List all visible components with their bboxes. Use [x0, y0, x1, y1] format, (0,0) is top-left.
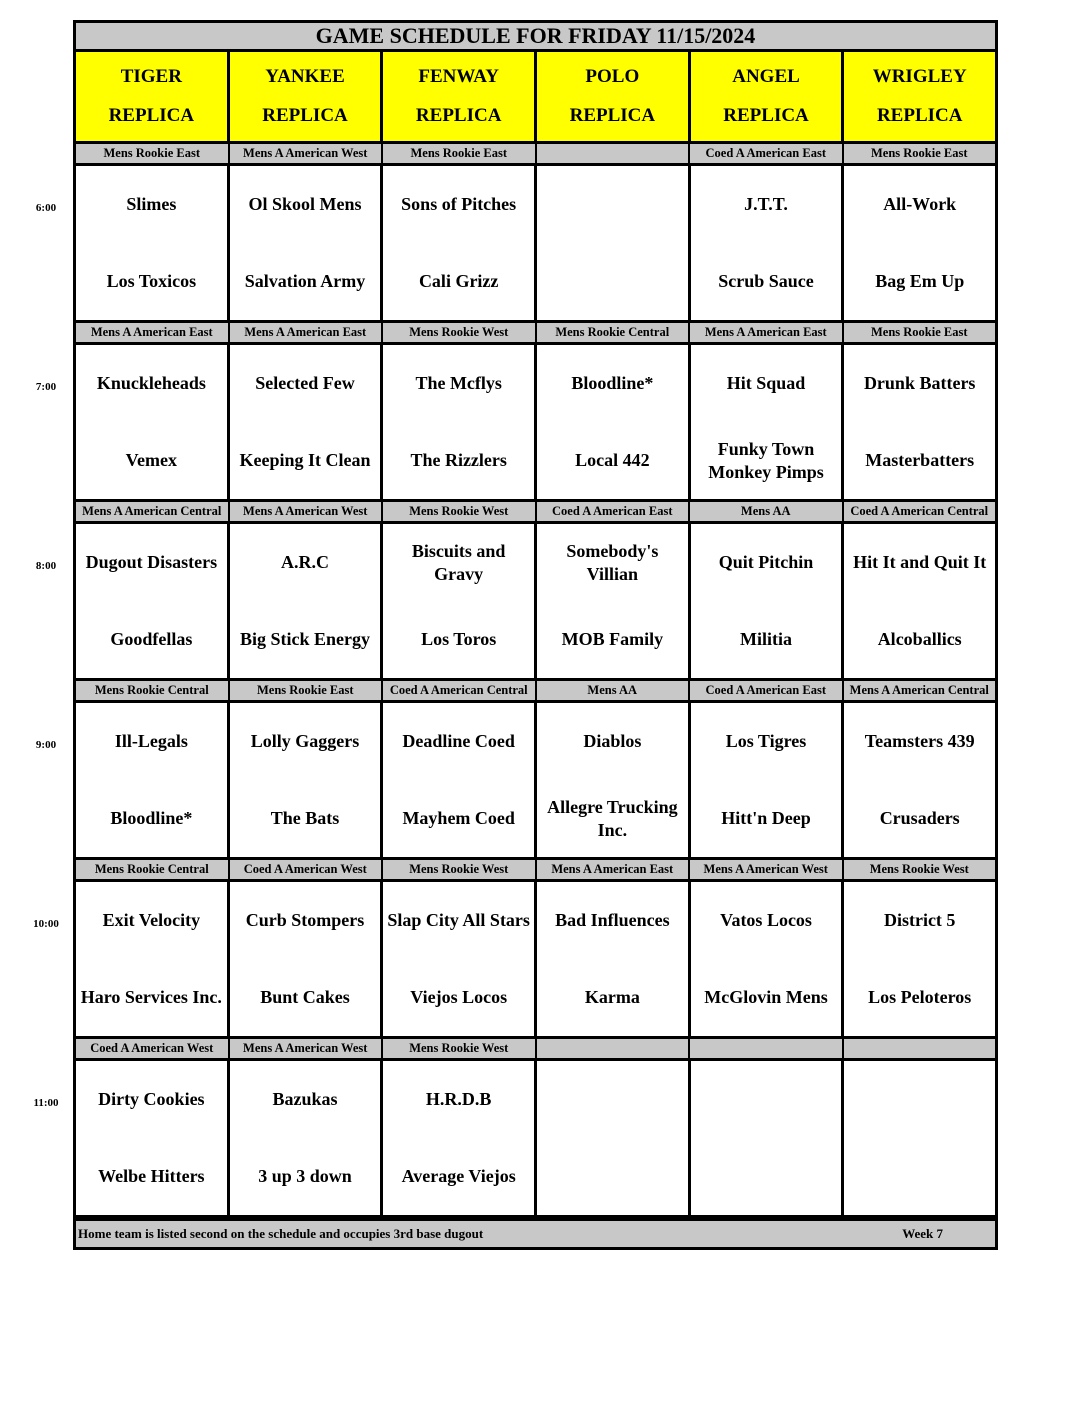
- time-slot-block: [35, 681, 998, 860]
- away-team: Vatos Locos: [720, 910, 812, 930]
- home-team: Vemex: [125, 450, 177, 470]
- game-cell: [691, 166, 845, 320]
- away-team: Selected Few: [255, 373, 355, 393]
- game-cell: [230, 524, 384, 678]
- home-team: [844, 1138, 995, 1215]
- away-team: Quit Pitchin: [718, 552, 814, 572]
- field-subtitle: REPLICA: [569, 104, 656, 126]
- field-name: YANKEE: [265, 66, 345, 88]
- game-cell: [537, 345, 691, 499]
- division-label: Mens A American East: [690, 323, 844, 342]
- game-cell: [230, 703, 384, 857]
- away-team: Teamsters 439: [864, 731, 975, 751]
- away-team: H.R.D.B: [425, 1089, 492, 1109]
- home-team: Masterbatters: [865, 450, 975, 470]
- home-team: Los Toxicos: [106, 271, 197, 291]
- field-header-yankee: [230, 52, 384, 141]
- home-team: Alcoballics: [877, 629, 962, 649]
- game-cell: [537, 703, 691, 857]
- game-cell: [76, 882, 230, 1036]
- away-team: Hit It and Quit It: [853, 552, 987, 572]
- field-header-polo: [537, 52, 691, 141]
- division-label: Mens Rookie West: [383, 1039, 537, 1058]
- home-team: Funky Town Monkey Pimps: [708, 438, 824, 482]
- home-team: Haro Services Inc.: [80, 987, 222, 1007]
- field-name: ANGEL: [732, 66, 800, 88]
- game-cell: [76, 1061, 230, 1215]
- division-label: Mens Rookie East: [230, 681, 384, 700]
- game-cell: [76, 345, 230, 499]
- week-label: Week 7: [902, 1226, 943, 1241]
- division-label: Mens AA: [537, 681, 691, 700]
- home-team: Average Viejos: [401, 1166, 516, 1186]
- home-team: Allegre Trucking Inc.: [547, 796, 678, 840]
- division-label: [537, 1039, 691, 1058]
- game-cell: [383, 345, 537, 499]
- field-header-angel: [691, 52, 845, 141]
- division-row: [73, 144, 998, 166]
- field-subtitle: REPLICA: [108, 104, 195, 126]
- game-row: [73, 703, 998, 860]
- game-row: [73, 882, 998, 1039]
- division-label: Coed A American East: [537, 502, 691, 521]
- division-label: Mens A American East: [537, 860, 691, 879]
- division-row: [73, 502, 998, 524]
- away-team: Bloodline*: [571, 373, 654, 393]
- division-label: Mens A American Central: [76, 502, 230, 521]
- home-team: [537, 243, 688, 320]
- game-cell: [691, 524, 845, 678]
- away-team: Drunk Batters: [863, 373, 976, 393]
- game-row: [73, 166, 998, 323]
- division-label: Mens Rookie West: [869, 862, 969, 876]
- home-team: MOB Family: [561, 629, 664, 649]
- home-team: Viejos Locos: [410, 987, 508, 1007]
- away-team: J.T.T.: [744, 194, 788, 214]
- division-label: Mens A American West: [230, 502, 384, 521]
- game-cell: [844, 166, 995, 320]
- game-row: [73, 1061, 998, 1218]
- footer: [73, 1218, 998, 1250]
- game-cell: [76, 703, 230, 857]
- division-label: Mens A American West: [690, 860, 844, 879]
- away-team: [537, 1061, 688, 1138]
- division-label: Mens Rookie Central: [537, 323, 691, 342]
- home-team: Keeping It Clean: [239, 450, 371, 470]
- away-team: Hit Squad: [726, 373, 806, 393]
- game-cell: [383, 524, 537, 678]
- division-row: [73, 681, 998, 703]
- home-team: The Rizzlers: [410, 450, 507, 470]
- division-row: [73, 860, 998, 882]
- away-team: [537, 166, 688, 243]
- field-subtitle: REPLICA: [262, 104, 348, 126]
- home-team: Mayhem Coed: [402, 808, 515, 828]
- field-header-row: [73, 52, 998, 144]
- division-label: Mens A American West: [230, 144, 384, 163]
- game-cell: [230, 882, 384, 1036]
- game-cell: [383, 166, 537, 320]
- home-team: Scrub Sauce: [718, 271, 814, 291]
- home-team: Bunt Cakes: [260, 987, 350, 1007]
- away-team: Dugout Disasters: [85, 552, 218, 572]
- division-label: Mens Rookie West: [383, 323, 537, 342]
- game-cell: [537, 1061, 691, 1215]
- game-cell: [844, 882, 995, 1036]
- division-label: Coed A American East: [690, 681, 844, 700]
- field-subtitle: REPLICA: [723, 104, 809, 126]
- away-team: Somebody's Villian: [566, 540, 659, 584]
- away-team: Slimes: [126, 194, 177, 214]
- field-header-fenway: [383, 52, 537, 141]
- division-label: Coed A American East: [690, 144, 844, 163]
- time-label: 8:00: [35, 560, 57, 572]
- away-team: Ol Skool Mens: [248, 194, 362, 214]
- home-team: [537, 1138, 688, 1215]
- division-label: Mens Rookie Central: [76, 860, 230, 879]
- division-label: Mens Rookie West: [383, 502, 537, 521]
- away-team: Biscuits and Gravy: [411, 540, 506, 584]
- away-team: Exit Velocity: [102, 910, 201, 930]
- field-name: FENWAY: [418, 66, 499, 88]
- home-team: Crusaders: [879, 808, 960, 828]
- field-subtitle: REPLICA: [876, 104, 963, 126]
- game-cell: [383, 882, 537, 1036]
- away-team: Knuckleheads: [96, 373, 206, 393]
- game-cell: [844, 703, 995, 857]
- game-cell: [691, 1061, 845, 1215]
- division-label: Mens Rookie West: [383, 860, 537, 879]
- home-team: The Bats: [270, 808, 340, 828]
- away-team: Bazukas: [272, 1089, 338, 1109]
- division-label: Mens A American East: [76, 323, 230, 342]
- field-name: POLO: [585, 66, 640, 88]
- time-slots: [33, 144, 998, 1218]
- division-label: Mens A American Central: [849, 683, 989, 697]
- division-label: [537, 144, 691, 163]
- away-team: Diablos: [583, 731, 642, 751]
- away-team: Lolly Gaggers: [250, 731, 360, 751]
- division-label: Coed A American Central: [383, 681, 537, 700]
- schedule-title: GAME SCHEDULE FOR FRIDAY 11/15/2024: [73, 20, 998, 52]
- time-label: 10:00: [33, 918, 59, 930]
- division-label: Mens Rookie East: [870, 325, 968, 339]
- division-label: [844, 1039, 996, 1058]
- game-cell: [76, 166, 230, 320]
- division-label: Mens Rookie Central: [76, 681, 230, 700]
- game-row: [73, 345, 998, 502]
- division-label: Coed A American West: [76, 1039, 230, 1058]
- time-slot-block: [35, 144, 998, 323]
- home-team: 3 up 3 down: [258, 1166, 352, 1186]
- away-team: Slap City All Stars: [387, 910, 530, 930]
- game-cell: [76, 524, 230, 678]
- game-cell: [383, 703, 537, 857]
- home-team: Bloodline*: [110, 808, 193, 828]
- game-cell: [230, 166, 384, 320]
- time-label: 7:00: [35, 381, 57, 393]
- away-team: The Mcflys: [415, 373, 502, 393]
- division-row: [73, 1039, 998, 1061]
- home-team: Los Toros: [421, 629, 497, 649]
- game-cell: [691, 703, 845, 857]
- time-slot-block: [35, 502, 998, 681]
- home-team: Salvation Army: [244, 271, 366, 291]
- away-team: Bad Influences: [555, 910, 670, 930]
- away-team: [844, 1061, 995, 1138]
- away-team: Deadline Coed: [402, 731, 515, 751]
- home-team: McGlovin Mens: [704, 987, 828, 1007]
- game-cell: [383, 1061, 537, 1215]
- home-team: Los Peloteros: [868, 987, 972, 1007]
- home-team: [691, 1138, 842, 1215]
- schedule-sheet: [33, 20, 998, 1250]
- division-row: [73, 323, 998, 345]
- time-slot-block: [33, 1039, 998, 1218]
- away-team: Sons of Pitches: [401, 194, 517, 214]
- field-subtitle: REPLICA: [415, 104, 502, 126]
- division-label: Mens Rookie East: [383, 144, 537, 163]
- away-team: Ill-Legals: [114, 731, 188, 751]
- time-slot-block: [35, 323, 998, 502]
- home-team: Militia: [740, 629, 793, 649]
- division-label: Mens A American West: [230, 1039, 384, 1058]
- away-team: Curb Stompers: [245, 910, 365, 930]
- field-name: WRIGLEY: [872, 66, 967, 88]
- division-label: Mens Rookie East: [870, 146, 968, 160]
- home-team: Cali Grizz: [418, 271, 499, 291]
- game-cell: [537, 166, 691, 320]
- field-header-tiger: [76, 52, 230, 141]
- away-team: A.R.C: [281, 552, 329, 572]
- game-row: [73, 524, 998, 681]
- field-header-wrigley: [844, 52, 995, 141]
- home-team: Bag Em Up: [875, 271, 965, 291]
- game-cell: [537, 524, 691, 678]
- time-label: 6:00: [35, 202, 57, 214]
- footer-note: Home team is listed second on the schedule and occupies 3rd base dugout: [78, 1226, 484, 1241]
- game-cell: [537, 882, 691, 1036]
- time-slot-block: [33, 860, 998, 1039]
- game-cell: [691, 345, 845, 499]
- away-team: District 5: [883, 910, 956, 930]
- division-label: Coed A American West: [230, 860, 384, 879]
- home-team: Goodfellas: [110, 629, 193, 649]
- division-label: Coed A American Central: [850, 504, 989, 518]
- game-cell: [844, 345, 995, 499]
- division-label: Mens AA: [690, 502, 844, 521]
- division-label: Mens Rookie East: [76, 144, 230, 163]
- division-label: Mens A American East: [230, 323, 384, 342]
- away-team: All-Work: [883, 194, 957, 214]
- home-team: Welbe Hitters: [98, 1166, 205, 1186]
- game-cell: [844, 524, 995, 678]
- away-team: [691, 1061, 842, 1138]
- away-team: Los Tigres: [725, 731, 807, 751]
- home-team: Big Stick Energy: [240, 629, 371, 649]
- home-team: Karma: [584, 987, 640, 1007]
- game-cell: [230, 345, 384, 499]
- away-team: Dirty Cookies: [98, 1089, 205, 1109]
- home-team: Local 442: [575, 450, 650, 470]
- division-label: [690, 1039, 844, 1058]
- home-team: Hitt'n Deep: [721, 808, 811, 828]
- field-name: TIGER: [120, 66, 182, 88]
- game-cell: [230, 1061, 384, 1215]
- time-label: 11:00: [33, 1097, 59, 1109]
- time-label: 9:00: [35, 739, 57, 751]
- game-cell: [844, 1061, 995, 1215]
- game-cell: [691, 882, 845, 1036]
